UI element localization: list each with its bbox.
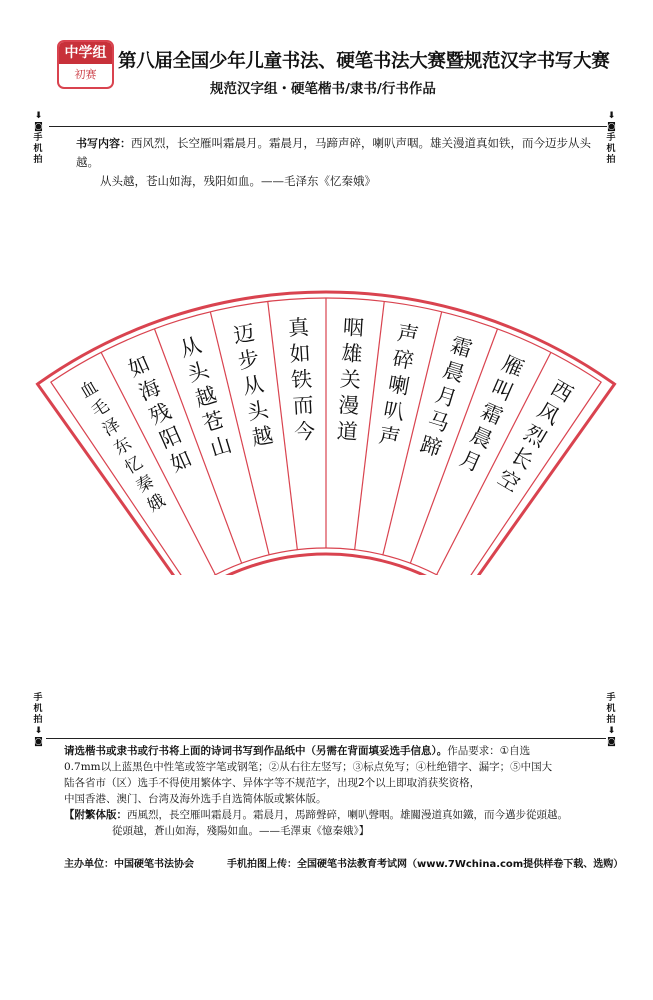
fan-character: 忆 xyxy=(121,452,147,479)
fan-character: 叫 xyxy=(487,374,517,406)
fan-character: 风 xyxy=(533,398,564,430)
camera-icon: ⬇ ◙ xyxy=(34,726,42,747)
requirements-text: 作品要求：①自选 xyxy=(447,745,531,757)
fan-character: 今 xyxy=(293,419,316,445)
bottom-divider xyxy=(46,738,606,739)
fan-character: 雄 xyxy=(340,341,364,367)
fan-character: 长 xyxy=(506,442,538,475)
camera-label-char: 拍 xyxy=(606,155,616,165)
fan-character: 海 xyxy=(135,374,165,406)
fan-column xyxy=(377,321,420,451)
fan-character: 如 xyxy=(124,351,154,382)
traditional-label: 【附繁体版： xyxy=(64,809,127,821)
fan-character: 迈 xyxy=(231,320,257,348)
fan-character: 越 xyxy=(192,382,220,412)
badge-group-label: 中学组 xyxy=(59,42,112,64)
fan-character: 血 xyxy=(76,376,102,403)
traditional-text: 西風烈，長空雁叫霜晨月。霜晨月，馬蹄聲碎，喇叭聲咽。雄關漫道真如鐵，而今邁步從頭越。 xyxy=(127,809,568,821)
camera-marker-top-left xyxy=(30,111,46,166)
fan-character: 空 xyxy=(493,465,524,497)
fan-character: 残 xyxy=(145,398,175,430)
camera-label-char: 机 xyxy=(33,144,43,154)
fan-character: 霜 xyxy=(447,332,475,362)
fan-character: 晨 xyxy=(466,422,496,453)
fan-character: 蹄 xyxy=(417,432,445,462)
fan-character: 叭 xyxy=(381,397,407,425)
traditional-text: 從頭越，蒼山如海，殘陽如血。——毛澤東《憶秦娥》】 xyxy=(112,825,370,837)
fan-character: 如 xyxy=(288,341,312,367)
camera-marker-bottom-left xyxy=(30,693,46,748)
fan-character: 声 xyxy=(395,320,421,348)
competition-title: 第八届全国少年儿童书法、硬笔书法大赛暨规范汉字书写大赛 xyxy=(118,51,610,72)
fan-column xyxy=(232,321,275,451)
fan-character: 声 xyxy=(377,423,403,451)
content-line: 西风烈，长空雁叫霜晨月。霜晨月，马蹄声碎，喇叭声咽。雄关漫道真如铁，而今迈步从头越。 xyxy=(76,136,591,169)
fan-character: 道 xyxy=(336,419,359,445)
fan-character: 喇 xyxy=(386,371,412,400)
camera-label-char: 拍 xyxy=(33,715,43,725)
requirements-block xyxy=(64,743,606,839)
fan-character: 越 xyxy=(249,423,275,451)
fan-character: 月 xyxy=(456,446,486,477)
fan-character: 真 xyxy=(287,315,310,341)
fan-character: 步 xyxy=(236,346,262,374)
fan-column xyxy=(177,333,235,462)
writing-content xyxy=(76,134,606,191)
fan-column xyxy=(287,315,316,444)
fan-handwriting xyxy=(77,315,577,516)
fan-character: 漫 xyxy=(337,393,361,419)
fan-character: 而 xyxy=(291,393,315,419)
competition-subtitle: 规范汉字组・硬笔楷书/隶书/行书作品 xyxy=(210,81,436,97)
fan-column xyxy=(336,315,365,444)
top-divider xyxy=(49,126,607,127)
camera-label-char: 拍 xyxy=(606,715,616,725)
fan-character: 烈 xyxy=(520,420,551,452)
camera-label-char: 手 xyxy=(33,133,43,143)
fan-character: 咽 xyxy=(342,315,365,341)
fan-character: 霜 xyxy=(477,398,507,430)
fan-character: 山 xyxy=(207,432,235,462)
fan-character: 雁 xyxy=(498,351,528,382)
fan-character: 关 xyxy=(339,367,362,393)
fan-character: 铁 xyxy=(290,367,313,393)
camera-label-char: 手 xyxy=(606,693,616,703)
badge-stage-label: 初赛 xyxy=(74,68,97,81)
fan-writing-area xyxy=(0,285,653,575)
fan-character: 毛 xyxy=(88,395,113,422)
fan-character: 阳 xyxy=(156,422,186,453)
requirements-text: 陆各省市（区）选手不得使用繁体字、异体字等不规范字，出现2个以上即取消获奖资格， xyxy=(64,777,481,789)
requirements-lead: 请选楷书或隶书或行书将上面的诗词书写到作品纸中（另需在背面填妥选手信息）。 xyxy=(64,745,448,757)
camera-label-char: 机 xyxy=(33,704,43,714)
content-line: 从头越，苍山如海，残阳如血。——毛泽东《忆秦娥》 xyxy=(100,174,376,188)
fan-character: 东 xyxy=(110,433,136,460)
requirements-text: 0.7mm以上蓝黑色中性笔或签字笔或钢笔；②从右往左竖写；③标点免写；④杜绝错字、漏字；⑤中国大 xyxy=(64,761,553,773)
fan-character: 头 xyxy=(245,397,271,425)
camera-marker-bottom-right xyxy=(603,693,619,748)
camera-label-char: 机 xyxy=(606,144,616,154)
camera-icon: ⬇ ◙ xyxy=(34,111,42,132)
upload-info: 手机拍图上传：全国硬笔书法教育考试网（www.7Wchina.com提供样卷下载、选购） xyxy=(227,859,624,870)
fan-character: 娥 xyxy=(144,490,169,517)
fan-character: 从 xyxy=(240,371,266,400)
camera-label-char: 机 xyxy=(606,704,616,714)
camera-label-char: 手 xyxy=(606,133,616,143)
requirements-text: 中国香港、澳门、台湾及海外选手自选简体版或繁体版。 xyxy=(64,793,327,805)
fan-character: 晨 xyxy=(440,357,468,387)
fan-character: 如 xyxy=(166,446,196,477)
fan-character: 西 xyxy=(546,375,577,408)
fan-column xyxy=(417,333,475,462)
camera-icon: ⬇ ◙ xyxy=(607,726,615,747)
fan-character: 苍 xyxy=(199,407,227,437)
organizer: 主办单位：中国硬笔书法协会 xyxy=(64,859,194,870)
fan-character: 泽 xyxy=(99,414,125,441)
fan-character: 秦 xyxy=(132,471,158,498)
content-label: 书写内容： xyxy=(76,137,131,150)
fan-character: 月 xyxy=(432,382,460,412)
fan-character: 碎 xyxy=(390,346,416,374)
fan-character: 从 xyxy=(177,332,205,362)
group-badge xyxy=(57,40,114,89)
fan-character: 马 xyxy=(425,407,453,437)
camera-label-char: 拍 xyxy=(33,155,43,165)
fan-character: 头 xyxy=(184,357,212,387)
camera-label-char: 手 xyxy=(33,693,43,703)
camera-icon: ⬇ ◙ xyxy=(607,111,615,132)
